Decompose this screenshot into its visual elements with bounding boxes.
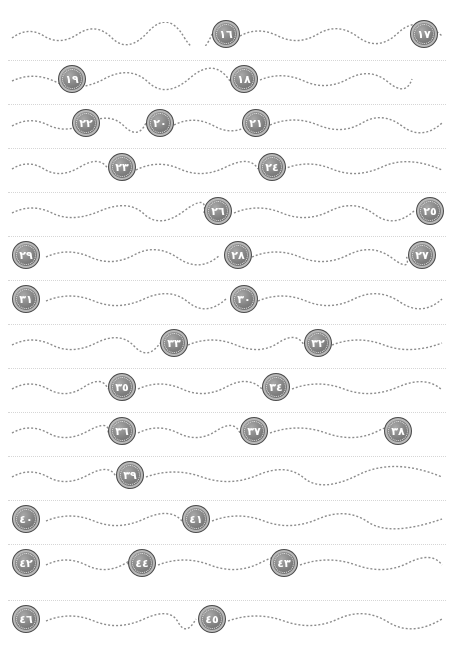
ayah-marker: ٣٣ (160, 329, 188, 357)
verse-line (8, 412, 446, 447)
ayah-marker: ٢٠ (146, 109, 174, 137)
ayah-marker: ٤٥ (198, 605, 226, 633)
ayah-marker: ٢٧ (408, 241, 436, 269)
verse-line (8, 192, 446, 227)
verse-line (8, 280, 446, 315)
ayah-marker: ٣٩ (116, 461, 144, 489)
verse-line (8, 544, 446, 579)
arabic-text-line (8, 419, 446, 443)
ayah-marker: ٢٣ (108, 153, 136, 181)
arabic-text-line (8, 287, 446, 311)
arabic-text-line (8, 331, 446, 355)
arabic-text-line (8, 463, 446, 487)
ayah-marker: ٣٧ (240, 417, 268, 445)
ayah-marker: ٢٢ (72, 109, 100, 137)
ayah-marker: ٣٨ (384, 417, 412, 445)
ayah-marker: ٢٦ (204, 197, 232, 225)
ayah-marker: ١٦ (212, 20, 240, 48)
ayah-marker: ٣٦ (108, 417, 136, 445)
ayah-marker: ٣٠ (230, 285, 258, 313)
ayah-marker: ٤١ (182, 505, 210, 533)
verse-line (8, 104, 446, 139)
ayah-marker: ١٨ (230, 65, 258, 93)
ayah-marker: ٣١ (12, 285, 40, 313)
arabic-text-line (8, 507, 446, 531)
ayah-marker: ١٧ (410, 20, 438, 48)
verse-line (8, 148, 446, 183)
arabic-text-line (8, 155, 446, 179)
ayah-marker: ٢٩ (12, 241, 40, 269)
verse-line (8, 324, 446, 359)
ayah-marker: ٤٣ (270, 549, 298, 577)
verse-line (8, 60, 446, 95)
ayah-marker: ١٩ (58, 65, 86, 93)
ayah-marker: ٢٥ (416, 197, 444, 225)
ayah-marker: ٤٠ (12, 505, 40, 533)
verse-line (8, 368, 446, 403)
ayah-marker: ٢٤ (258, 153, 286, 181)
verse-line (8, 500, 446, 535)
verse-line (8, 236, 446, 271)
verse-line (8, 600, 446, 635)
ayah-marker: ٢٨ (224, 241, 252, 269)
verse-line (8, 456, 446, 491)
ayah-marker: ٣٤ (262, 373, 290, 401)
ayah-marker: ٤٤ (128, 549, 156, 577)
ayah-marker: ٤٦ (12, 605, 40, 633)
ayah-marker: ٤٢ (12, 549, 40, 577)
verse-line (8, 16, 446, 50)
ayah-marker: ٣٥ (108, 373, 136, 401)
ayah-marker: ٣٢ (304, 329, 332, 357)
arabic-text-line (8, 607, 446, 631)
arabic-text-line (8, 375, 446, 399)
arabic-text-line (8, 551, 446, 575)
ayah-marker: ٢١ (242, 109, 270, 137)
